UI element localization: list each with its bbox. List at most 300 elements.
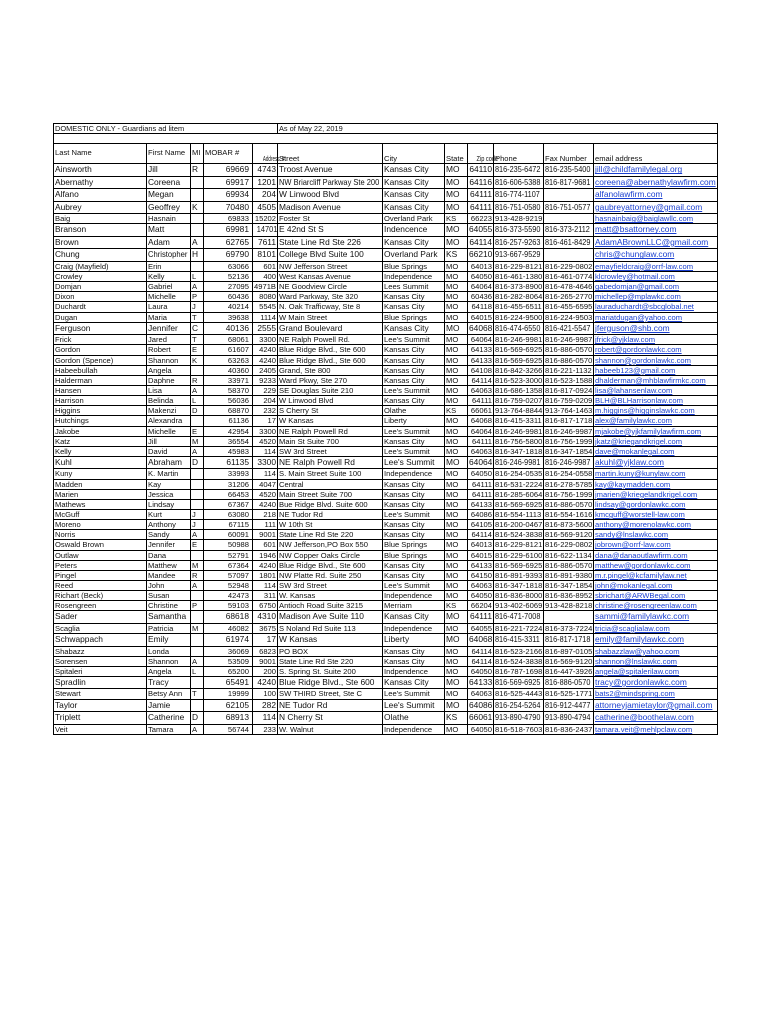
table-row	[54, 272, 718, 282]
cell-fax: 816-886-0570	[545, 355, 593, 365]
cell-mobar: 68061	[204, 335, 253, 345]
cell-last-name: Madden	[54, 480, 147, 490]
cell-city: Independence	[383, 272, 445, 282]
cell-city: Overland Park	[383, 214, 445, 224]
cell-last-name: Craig (Mayfield)	[54, 262, 147, 272]
cell-address-num: 4520	[253, 490, 278, 500]
col-mobar: MOBAR #	[204, 144, 253, 164]
cell-mobar: 42954	[204, 427, 253, 437]
email-link[interactable]: emayfieldcraig@orrf-law.com	[595, 261, 694, 271]
email-link[interactable]: tamara.veit@mehlpclaw.com	[595, 724, 693, 734]
cell-zip: 66061	[468, 712, 494, 725]
email-link[interactable]: lindsay@gordonlawkc.com	[595, 499, 686, 509]
cell-address-num: 4520	[253, 437, 278, 447]
cell-fax: 816-886-0570	[545, 499, 593, 509]
email-link[interactable]: anthony@morenolawkc.com	[595, 520, 691, 530]
cell-address-num: 4971B	[254, 282, 276, 292]
cell-mobar: 27095	[204, 282, 253, 292]
table-row	[54, 581, 718, 591]
email-link[interactable]: jferguson@shb.com	[595, 322, 670, 333]
cell-street: N Cherry St	[278, 712, 383, 725]
cell-zip: 64063	[468, 689, 494, 699]
cell-phone: 816-461-1380	[495, 272, 543, 282]
cell-zip: 64114	[468, 657, 494, 667]
cell-mi	[191, 500, 204, 510]
table-row	[54, 427, 718, 437]
email-link[interactable]: jobrown@orrf-law.com	[595, 540, 671, 550]
cell-street: State Line Rd Ste 220	[278, 657, 383, 667]
table-row	[54, 177, 718, 190]
table-row	[54, 500, 718, 510]
cell-state: MO	[445, 469, 468, 479]
cell-email	[594, 249, 718, 262]
cell-address-num: 4240	[253, 500, 278, 510]
table-row	[54, 224, 718, 237]
cell-phone: 816-254-5264	[494, 700, 544, 713]
cell-mi: M	[191, 437, 204, 447]
cell-street: E 42nd St S	[278, 224, 383, 237]
cell-mobar: 67367	[204, 500, 253, 510]
cell-mi	[191, 480, 204, 490]
cell-state: MO	[445, 345, 468, 355]
email-link[interactable]: catherine@boothelaw.com	[595, 712, 694, 723]
cell-mi	[191, 224, 204, 237]
email-link[interactable]: klcrowley@hotmail.com	[595, 272, 675, 282]
table-row	[54, 712, 718, 725]
cell-city: Kansas City	[383, 323, 445, 336]
email-link[interactable]: dana@danaoutlawfirm.com	[595, 550, 688, 560]
cell-last-name: Hutchings	[54, 416, 147, 426]
cell-first-name: Kelly	[147, 272, 191, 282]
cell-zip: 64063	[468, 386, 494, 396]
cell-fax: 816-891-9380	[545, 570, 593, 580]
cell-address-num: 311	[253, 591, 278, 601]
cell-last-name: Kuny	[54, 469, 147, 479]
cell-zip: 64055	[468, 624, 494, 634]
email-link[interactable]: jkatz@kriegandkrigel.com	[595, 436, 683, 446]
cell-fax: 816-278-5785	[545, 479, 593, 489]
cell-first-name: Matt	[147, 224, 191, 237]
cell-mobar: 52136	[204, 272, 253, 282]
cell-phone: 816-569-6925	[495, 560, 543, 570]
cell-first-name: Angela	[147, 366, 191, 376]
cell-phone: 816-842-3266	[495, 365, 543, 375]
cell-zip: 64013	[468, 540, 494, 550]
cell-last-name: Scaglia	[54, 624, 147, 634]
cell-email	[594, 376, 718, 386]
cell-email	[594, 689, 718, 699]
cell-state: MO	[445, 700, 468, 713]
cell-email	[594, 386, 718, 396]
cell-zip: 60436	[468, 292, 494, 302]
email-link[interactable]: angela@spitalerilaw.com	[595, 666, 680, 676]
cell-last-name: Higgins	[54, 406, 147, 416]
cell-last-name: Dixon	[54, 292, 147, 302]
email-link[interactable]: BLH@BLHarrisonlaw.com	[595, 396, 683, 406]
email-link[interactable]: jill@childfamilylegal.org	[595, 164, 683, 175]
cell-phone: 816-221-7224	[495, 623, 543, 633]
cell-email	[594, 335, 718, 345]
email-link[interactable]: matthew@gordonlawkc.com	[595, 560, 691, 570]
cell-zip: 64111	[468, 396, 494, 406]
guardians-table	[53, 123, 718, 735]
cell-last-name: Jakobe	[54, 427, 147, 437]
cell-phone: 816-606-5388	[494, 177, 544, 190]
cell-mi	[191, 262, 204, 272]
table-row	[54, 571, 718, 581]
cell-phone: 816-891-9393	[495, 570, 543, 580]
cell-address-num: 14701	[253, 224, 278, 237]
title-row	[54, 124, 718, 134]
cell-street: Troost Avenue	[278, 164, 383, 177]
cell-city: Lee's Summit	[383, 581, 445, 591]
email-link[interactable]: lauraduchardt@sbcglobal.net	[595, 302, 694, 312]
email-link[interactable]: chris@chunglaw.com	[595, 249, 675, 260]
col-first-name: First Name	[147, 144, 191, 164]
cell-zip: 64064	[468, 427, 494, 437]
cell-phone: 816-523-3000	[495, 375, 543, 385]
cell-phone: 816-224-9500	[495, 312, 543, 322]
cell-mobar: 69917	[204, 177, 253, 190]
cell-phone: 816-569-6925	[494, 677, 544, 690]
cell-mi: D	[191, 712, 204, 725]
cell-phone: 816-554-1113	[494, 510, 544, 520]
cell-fax	[544, 249, 594, 262]
cell-street: W. Walnut	[278, 725, 383, 735]
cell-fax: 816-886-0570	[545, 345, 593, 355]
cell-state: MO	[445, 416, 468, 426]
email-link[interactable]: martin.kuny@kunylaw.com	[595, 469, 686, 479]
table-row	[54, 335, 718, 345]
cell-phone: 816-774-1107	[494, 189, 544, 202]
cell-mi: M	[191, 624, 204, 634]
email-link[interactable]: m.r.pingel@kcfamilylaw.net	[595, 570, 687, 580]
cell-state: MO	[445, 657, 468, 667]
cell-fax: 816-478-4646	[545, 282, 593, 292]
cell-email	[594, 189, 718, 202]
cell-mi	[191, 469, 204, 479]
cell-street: NW Jefferson Street	[278, 262, 383, 272]
cell-street: Blue Ridge Blvd., Ste 600	[278, 345, 383, 355]
cell-phone: 816-523-2166	[495, 646, 543, 656]
cell-last-name: Outlaw	[54, 551, 147, 561]
cell-state: MO	[445, 366, 468, 376]
cell-fax: 913-890-4794	[544, 712, 594, 725]
cell-last-name: Halderman	[54, 376, 147, 386]
cell-address-num: 5545	[253, 302, 278, 312]
cell-phone: 816-246-9981	[494, 457, 544, 470]
email-link[interactable]: dhalderman@mhblawfirmkc.com	[595, 375, 706, 385]
cell-street: Ward Pkwy, Ste 270	[278, 376, 383, 386]
cell-email	[594, 272, 718, 282]
cell-first-name: Tamara	[147, 725, 191, 735]
cell-email	[594, 396, 718, 406]
cell-phone: 816-686-1358	[495, 385, 543, 395]
email-link[interactable]: christine@rosengreenlaw.com	[595, 601, 697, 611]
email-link[interactable]: shannon@lnslawkc.com	[595, 656, 677, 666]
cell-address-num: 1114	[253, 313, 278, 323]
cell-street: NW Briarcliff Parkway Ste 200	[278, 177, 383, 190]
cell-state: MO	[445, 376, 468, 386]
cell-email	[594, 323, 718, 336]
cell-city: Lee's Summit	[383, 689, 445, 699]
cell-state: MO	[445, 356, 468, 366]
table-row	[54, 214, 718, 224]
cell-last-name: Dugan	[54, 313, 147, 323]
cell-email	[594, 700, 718, 713]
cell-mi: P	[191, 292, 204, 302]
cell-mobar: 68618	[204, 611, 253, 624]
cell-first-name: Jared	[147, 335, 191, 345]
email-link[interactable]: sammi@familylawkc.com	[595, 611, 690, 622]
cell-mobar: 56744	[204, 725, 253, 735]
cell-address-num: 601	[253, 540, 278, 550]
cell-email	[594, 406, 718, 416]
cell-state: MO	[445, 189, 468, 202]
cell-phone: 816-246-9981	[495, 426, 543, 436]
cell-street: Central	[278, 480, 383, 490]
cell-last-name: Baig	[54, 214, 147, 224]
cell-last-name: Spitaleri	[54, 667, 147, 677]
cell-city: Kansas City	[383, 177, 445, 190]
cell-last-name: Reed	[54, 581, 147, 591]
email-link[interactable]: m.higgins@higginslawkc.com	[595, 406, 695, 416]
cell-fax: 816-622-1134	[544, 551, 594, 561]
email-link[interactable]: kmcguff@worstell-law.com	[595, 510, 685, 520]
cell-last-name: Schwappach	[54, 634, 147, 647]
email-link[interactable]: hasnainbaig@baiglawllc.com	[595, 214, 694, 224]
cell-street: PO BOX	[278, 647, 383, 657]
cell-first-name: Gabriel	[147, 282, 191, 292]
cell-mi: D	[191, 406, 204, 416]
email-link[interactable]: dave@mokanlegal.com	[595, 446, 675, 456]
cell-email	[594, 345, 718, 355]
cell-first-name: Jamie	[147, 700, 191, 713]
cell-fax: 816-447-3926	[545, 666, 593, 676]
cell-state: MO	[445, 177, 468, 190]
cell-mi	[191, 189, 204, 202]
cell-first-name: John	[147, 581, 191, 591]
email-link[interactable]: sandy@lnslawkc.com	[595, 530, 669, 540]
cell-first-name: Lindsay	[147, 500, 191, 510]
table-row	[54, 611, 718, 624]
cell-last-name: Kelly	[54, 447, 147, 457]
cell-fax	[544, 189, 594, 202]
cell-mi: J	[191, 510, 204, 520]
cell-phone: 816-787-1698	[495, 666, 543, 676]
cell-first-name: Alexandra	[147, 416, 191, 426]
cell-first-name: Kay	[147, 480, 191, 490]
table-row	[54, 282, 718, 292]
cell-mi: R	[191, 571, 204, 581]
table-row	[54, 302, 718, 312]
cell-mi: E	[191, 345, 204, 355]
email-link[interactable]: akuhl@yjklaw.com	[595, 456, 665, 467]
cell-zip: 64050	[468, 272, 494, 282]
cell-mobar: 56036	[204, 396, 253, 406]
cell-address-num: 114	[253, 581, 278, 591]
cell-fax: 816-229-0802	[545, 261, 593, 271]
cell-mobar: 61136	[204, 416, 253, 426]
cell-mi	[191, 416, 204, 426]
cell-email	[594, 356, 718, 366]
cell-last-name: Alfano	[54, 189, 147, 202]
email-link[interactable]: tracy@gordonlawkc.com	[595, 676, 687, 687]
cell-address-num: 204	[253, 189, 278, 202]
email-link[interactable]: alfanolawfirm.com	[595, 189, 663, 200]
cell-state: MO	[445, 447, 468, 457]
cell-fax: 816-817-9681	[544, 177, 594, 190]
cell-zip: 64086	[468, 510, 494, 520]
cell-fax: 816-817-1718	[544, 634, 594, 647]
cell-fax: 816-373-7224	[545, 623, 593, 633]
cell-city: Indpendence	[383, 667, 445, 677]
cell-first-name: Christine	[147, 601, 191, 611]
cell-email	[594, 164, 718, 177]
table-row	[54, 667, 718, 677]
email-link[interactable]: kay@kaymadden.com	[595, 479, 671, 489]
cell-zip: 64114	[468, 237, 494, 250]
cell-street: Madison Avenue	[278, 202, 383, 215]
cell-state: MO	[445, 335, 468, 345]
email-link[interactable]: habeeb123@gmail.com	[595, 365, 676, 375]
email-link[interactable]: mjakobe@yjkfamilylawfirm.com	[595, 426, 702, 436]
table-row	[54, 624, 718, 634]
cell-city: Merriam	[383, 601, 445, 611]
cell-zip: 64118	[468, 302, 494, 312]
cell-address-num: 232	[253, 406, 278, 416]
cell-first-name: Belinda	[147, 396, 191, 406]
cell-city: Kansas City	[383, 561, 445, 571]
cell-zip: 64111	[468, 490, 494, 500]
cell-phone: 913-402-6069	[495, 601, 543, 611]
cell-street: College Blvd Suite 100	[278, 249, 383, 262]
cell-last-name: Sorensen	[54, 657, 147, 667]
cell-zip: 64055	[468, 224, 494, 237]
email-link[interactable]: matt@bsattorney.com	[595, 224, 677, 235]
table-row	[54, 490, 718, 500]
email-link[interactable]: john@mokanlegal.com	[595, 581, 673, 590]
cell-email	[594, 480, 718, 490]
email-link[interactable]: emily@familylawkc.com	[595, 634, 685, 645]
cell-fax: 816-756-1999	[545, 489, 593, 499]
email-link[interactable]: shannon@gordonlawkc.com	[595, 355, 691, 365]
cell-zip: 66223	[468, 214, 494, 224]
cell-first-name: Hasnain	[147, 214, 191, 224]
email-link[interactable]: tricia@scaglialaw.com	[595, 623, 670, 633]
cell-street: NE Goodview Circle	[278, 282, 383, 292]
cell-phone: 816-415-3311	[494, 634, 544, 647]
cell-fax: 816-254-0558	[545, 469, 593, 479]
email-link[interactable]: alex@familylawkc.com	[595, 416, 672, 426]
cell-city: Blue Springs	[383, 551, 445, 561]
email-link[interactable]: robert@gordonlawkc.com	[595, 345, 682, 355]
cell-mobar: 52791	[204, 551, 253, 561]
cell-email	[594, 292, 718, 302]
cell-mobar: 62765	[204, 237, 253, 250]
cell-phone: 913-890-4790	[494, 712, 544, 725]
email-link[interactable]: AdamABrownLLC@gmail.com	[595, 236, 709, 247]
email-link[interactable]: coreena@abernathylawfirm.com	[595, 176, 716, 187]
col-mi: MI	[191, 144, 204, 164]
email-link[interactable]: mariatdugan@yahoo.com	[595, 312, 683, 322]
cell-mi: L	[191, 667, 204, 677]
cell-street: NE Ralph Powell Rd.	[278, 335, 383, 345]
cell-mobar: 63080	[204, 510, 253, 520]
cell-state: MO	[445, 530, 468, 540]
cell-fax: 816-523-1588	[545, 375, 593, 385]
cell-phone: 816-569-6925	[495, 345, 543, 355]
email-link[interactable]: attorneyjamietaylor@gmail.com	[595, 699, 713, 710]
cell-last-name: Crowley	[54, 272, 147, 282]
cell-zip: 64114	[468, 647, 494, 657]
cell-city: Kansas City	[383, 677, 445, 690]
cell-last-name: Peters	[54, 561, 147, 571]
table-row	[54, 323, 718, 336]
cell-zip: 64086	[468, 700, 494, 713]
cell-state: MO	[445, 689, 468, 699]
email-link[interactable]: gabedomjan@gmail.com	[595, 282, 680, 292]
cell-phone: 816-257-9263	[494, 237, 544, 250]
cell-email	[594, 725, 718, 735]
cell-address-num: 1801	[253, 571, 278, 581]
cell-state: MO	[445, 313, 468, 323]
cell-state: MO	[445, 611, 468, 624]
cell-address-num: 7611	[253, 237, 278, 250]
table-row	[54, 561, 718, 571]
email-link[interactable]: bats2@mindspring.com	[595, 689, 675, 699]
email-link[interactable]: sbrichart@ARWBegal.com	[595, 591, 686, 601]
cell-state: MO	[445, 164, 468, 177]
cell-fax: 816-461-8429	[544, 237, 594, 250]
cell-email	[594, 302, 718, 312]
cell-phone: 816-569-6925	[495, 499, 543, 509]
cell-mi: A	[191, 237, 204, 250]
cell-email	[594, 457, 718, 470]
cell-fax: 816-554-1616	[545, 510, 593, 520]
cell-email	[594, 634, 718, 647]
col-last-name: Last Name	[54, 144, 147, 164]
cell-mobar: 68870	[204, 406, 253, 416]
cell-zip: 64133	[468, 356, 494, 366]
email-link[interactable]: michellep@mplawkc.com	[595, 292, 681, 302]
email-link[interactable]: lisa@lahansenlaw.com	[595, 385, 673, 395]
cell-address-num: 1201	[253, 177, 278, 190]
cell-mobar: 63263	[204, 356, 253, 366]
cell-address-num: 17	[253, 634, 278, 647]
cell-mi: T	[191, 689, 204, 699]
cell-zip: 66061	[468, 406, 494, 416]
col-city: City	[383, 144, 445, 164]
cell-last-name: Veit	[54, 725, 147, 735]
email-link[interactable]: jmarien@kriegelandkrigel.com	[595, 489, 698, 499]
cell-last-name: Spradlin	[54, 677, 147, 690]
cell-last-name: Ferguson	[54, 323, 147, 336]
cell-city: Kansas City	[383, 189, 445, 202]
cell-city: Kansas City	[383, 356, 445, 366]
email-link[interactable]: jfrick@yjklaw.com	[595, 335, 656, 345]
cell-last-name: Triplett	[54, 712, 147, 725]
cell-zip: 64133	[468, 345, 494, 355]
cell-state: MO	[445, 292, 468, 302]
cell-street: SW 3rd Street	[278, 581, 383, 591]
email-link[interactable]: shabazzlaw@yahoo.com	[595, 646, 680, 656]
email-link[interactable]: gaubreyattorney@gmail.com	[595, 201, 703, 212]
cell-city: Kansas City	[383, 164, 445, 177]
cell-mi: J	[191, 520, 204, 530]
cell-mi	[191, 366, 204, 376]
cell-phone: 816-531-2224	[495, 479, 543, 489]
